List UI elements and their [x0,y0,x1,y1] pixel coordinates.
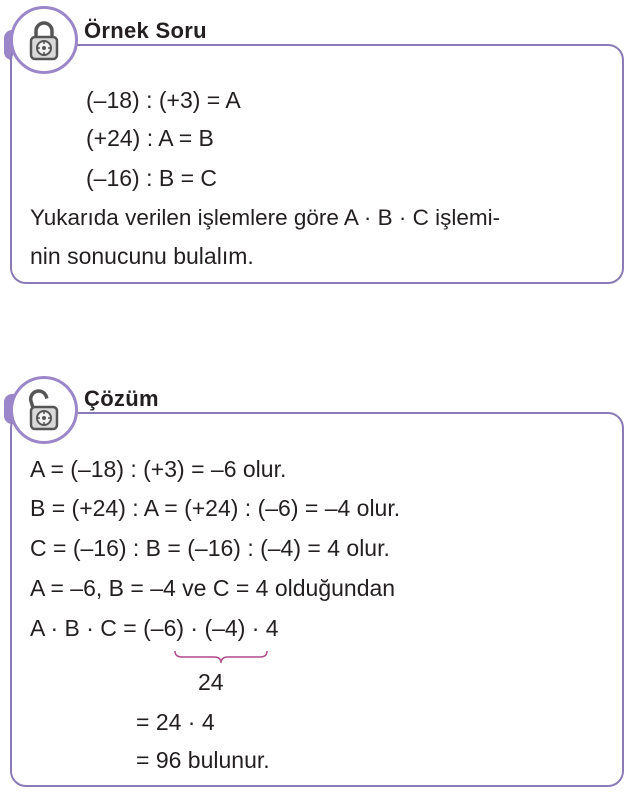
example-title: Örnek Soru [84,18,207,43]
solution-line-2: B = (+24) : A = (+24) : (–6) = –4 olur. [30,495,401,521]
solution-line-6: 24 [198,669,224,695]
solution-line-8: = 96 bulunur. [136,747,270,773]
example-line-1: (–18) : (+3) = A [86,87,241,113]
example-line-3: (–16) : B = C [86,165,218,191]
padlock-open-icon [10,376,78,444]
example-line-2: (+24) : A = B [86,125,214,151]
solution-line-3: C = (–16) : B = (–16) : (–4) = 4 olur. [30,535,390,561]
solution-title: Çözüm [84,386,159,411]
example-line-4: Yukarıda verilen işlemlere göre A · B · C işlemi- [30,205,501,230]
example-line-5: nin sonucunu bulalım. [30,243,254,269]
solution-line-4: A = –6, B = –4 ve C = 4 olduğundan [30,575,396,601]
underbrace [174,650,268,664]
solution-line-1: A = (–18) : (+3) = –6 olur. [30,456,287,482]
solution-line-5: A · B · C = (–6) · (–4) · 4 [30,615,279,641]
padlock-closed-icon [10,6,78,74]
solution-line-7: = 24 · 4 [136,709,215,735]
